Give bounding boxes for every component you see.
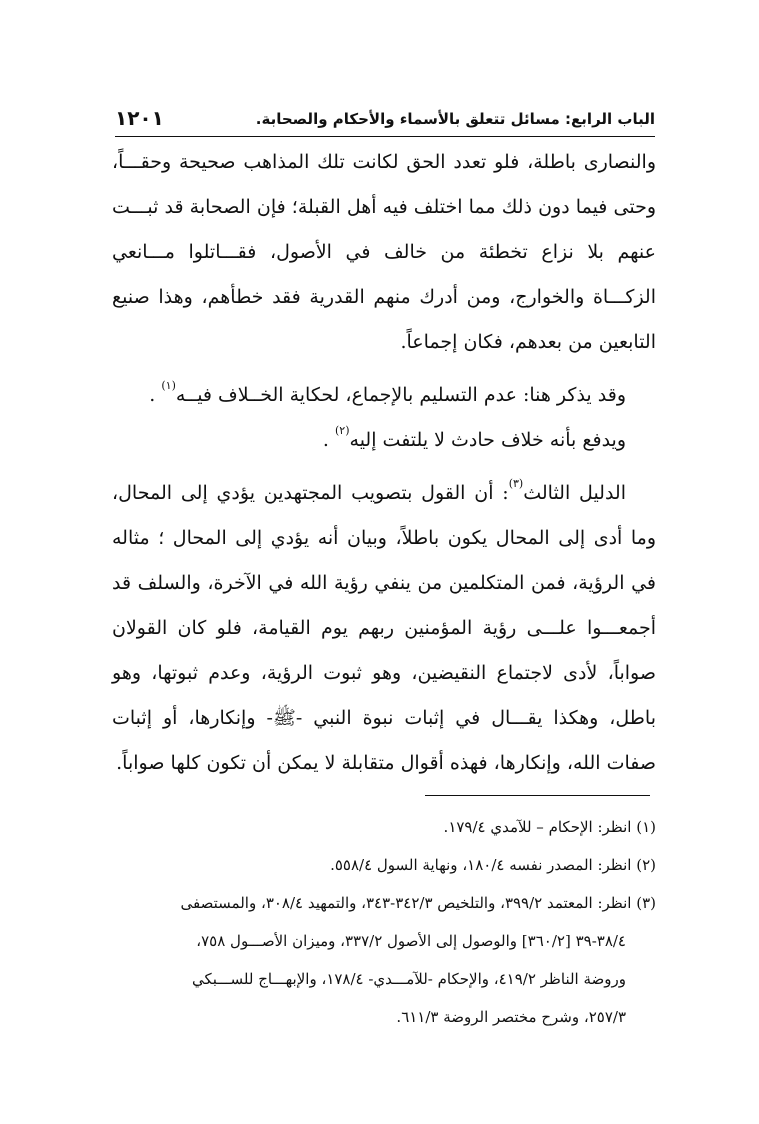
paragraph-3-text: ويدفع بأنه خلاف حادث لا يلتفت إليه [349,429,626,451]
footnote-2: (٢) انظر: المصدر نفسه ١٨٠/٤، ونهاية السول ٥٥٨/٤. [330,856,656,874]
paragraph-2-text: وقد يذكر هنا: عدم التسليم بالإجماع، لحكاية الخــلاف فيــه [175,384,626,406]
paragraph-4-lead: الدليل الثالث [523,482,627,504]
footnote-1: (١) انظر: الإحكام – للآمدي ١٧٩/٤. [443,818,656,836]
footnote-3-line-3: وروضة الناظر ٤١٩/٢، والإحكام -للآمـــدي- ١٧٨/٤، والإبهـــاج للســـبكي [192,970,626,988]
paragraph-4 [112,471,656,786]
paragraph-4-text: : أن القول بتصويب المجتهدين يؤدي إلى المحال، وما أدى إلى المحال يكون باطلاً، وبيان أنه يؤدي إلى المحال ؛ مثاله في الرؤية، فمن المتكلمين من ينفي رؤية الله في الآخرة، والسلف قد أجمعـــوا علـــى رؤية المؤمنين ربهم يوم القيامة، فلو كان القولان صواباً، لأدى لاجتماع النقيضين، وهو ثبوت الرؤية، وعدم ثبوتها، وهو باطل، وهكذا يقـــال في إثبات نبوة النبي -ﷺ- وإنكارها، أو إثبات صفات الله، وإنكارها، فهذه أقوال متقابلة لا يمكن أن تكون كلها صواباً. [112,482,656,774]
main-text [112,140,656,786]
paragraph-1: والنصارى باطلة، فلو تعدد الحق لكانت تلك المذاهب صحيحة وحقـــاً، وحتى فيما دون ذلك مما اختلف فيه أهل القبلة؛ فإن الصحابة قد ثبـــت عنهم بلا نزاع تخطئة من خالف في الأصول، فقـــاتلوا مـــانعي الزكـــاة والخوارج، ومن أدرك منهم القدرية فقد خطأهم، وهذا صنيع التابعين من بعدهم، فكان إجماعاً. [112,151,656,353]
footnotes [112,808,656,1036]
footnote-3-line-1: (٣) انظر: المعتمد ٣٩٩/٢، والتلخيص ٣٤٢/٣-٣٤٣، والتمهيد ٣٠٨/٤، والمستصفى [180,894,656,912]
footnote-divider [425,795,650,796]
footnote-ref-1[interactable]: (١) [161,379,176,392]
paragraph-2: وقد يذكر هنا: عدم التسليم بالإجماع، لحكاية الخــلاف فيــه$^{(١)}$ . [149,379,626,406]
footnote-3-line-4: ٢٥٧/٣، وشرح مختصر الروضة ٦١١/٣. [396,1008,626,1026]
running-header [115,108,655,136]
paragraph-3: ويدفع بأنه خلاف حادث لا يلتفت إليه$^{(٢)}$ . [322,424,626,451]
footnote-3-line-2: ٣٨/٤-٣٩ [٣٦٠/٢] والوصول إلى الأصول ٣٣٧/٢، وميزان الأصـــول ٧٥٨، [196,932,626,950]
footnote-ref-3[interactable]: (٣) [508,477,524,490]
page-number: ١٢٠١ [115,106,164,130]
header-divider [115,136,655,137]
chapter-title: الباب الرابع: مسائل تتعلق بالأسماء والأحكام والصحابة. [255,110,655,128]
footnote-ref-2[interactable]: (٢) [335,424,350,437]
